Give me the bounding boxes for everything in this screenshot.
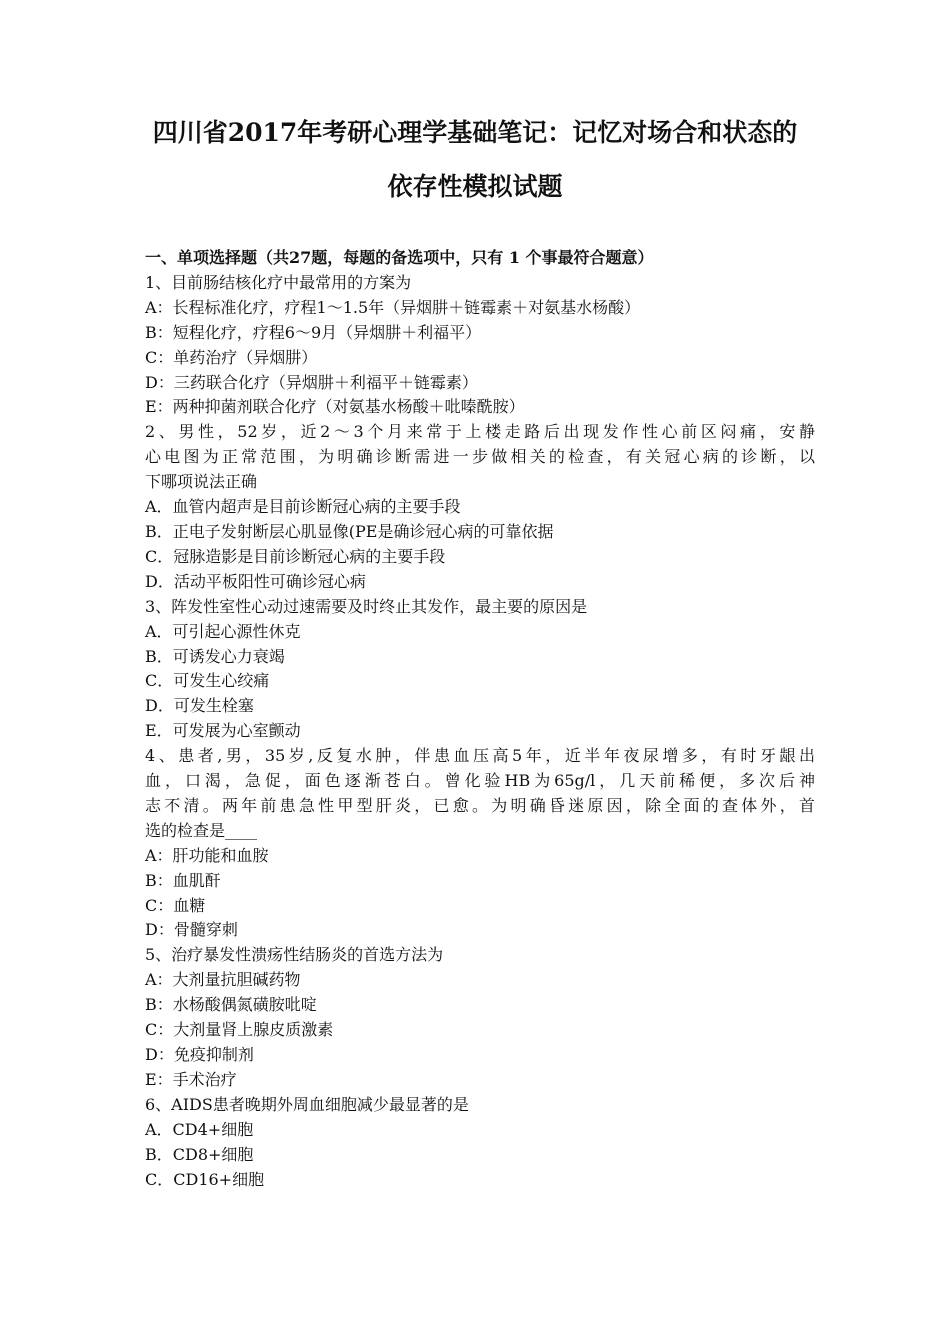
answer-option: C：大剂量肾上腺皮质激素 bbox=[145, 1020, 334, 1040]
answer-option: C．可发生心绞痛 bbox=[145, 671, 270, 691]
question-stem: 5、治疗暴发性溃疡性结肠炎的首选方法为 bbox=[145, 945, 444, 965]
answer-option: A．血管内超声是目前诊断冠心病的主要手段 bbox=[145, 497, 461, 517]
question-block bbox=[145, 744, 815, 943]
question-stem: 1、目前肠结核化疗中最常用的方案为 bbox=[145, 272, 412, 292]
section-heading: 一、单项选择题（共27题，每题的备选项中，只有 1 个事最符合题意） bbox=[145, 248, 654, 267]
question-stem: 2、男性，52岁，近2～3个月来常于上楼走路后出现发作性心前区闷痛，安静 bbox=[145, 422, 815, 442]
document-title-line-1: 四川省2017年考研心理学基础笔记：记忆对场合和状态的 bbox=[152, 118, 798, 147]
document-title-line-2: 依存性模拟试题 bbox=[387, 172, 563, 201]
document-body bbox=[145, 246, 815, 1192]
answer-option: B．可诱发心力衰竭 bbox=[145, 646, 285, 666]
answer-option: D：免疫抑制剂 bbox=[145, 1045, 254, 1064]
answer-option: B．CD8+细胞 bbox=[145, 1144, 254, 1164]
question-block bbox=[145, 420, 815, 594]
answer-option: A：肝功能和血胺 bbox=[145, 845, 269, 865]
answer-option: B：短程化疗，疗程6～9月（异烟肼＋利福平） bbox=[145, 322, 482, 342]
question-stem: 下哪项说法正确 bbox=[145, 472, 258, 492]
question-block bbox=[145, 271, 815, 420]
answer-option: C．CD16+细胞 bbox=[145, 1169, 265, 1189]
answer-option: D．活动平板阳性可确诊冠心病 bbox=[145, 571, 366, 591]
answer-option: C：单药治疗（异烟肼） bbox=[145, 347, 318, 367]
question-block bbox=[145, 595, 815, 744]
answer-option: B：水杨酸偶氮磺胺吡啶 bbox=[145, 995, 317, 1015]
answer-option: D：骨髓穿刺 bbox=[145, 920, 238, 940]
answer-option: C：血糖 bbox=[145, 895, 206, 915]
question-stem: 6、AIDS患者晚期外周血细胞减少最显著的是 bbox=[145, 1094, 469, 1114]
answer-option: A．CD4+细胞 bbox=[145, 1119, 254, 1139]
answer-option: A：长程标准化疗，疗程1～1.5年（异烟肼＋链霉素＋对氨基水杨酸） bbox=[145, 297, 641, 317]
question-block bbox=[145, 943, 815, 1092]
answer-option: C．冠脉造影是目前诊断冠心病的主要手段 bbox=[145, 546, 446, 566]
answer-option: E：手术治疗 bbox=[145, 1069, 237, 1089]
question-stem: 志不清。两年前患急性甲型肝炎，已愈。为明确昏迷原因，除全面的查体外，首 bbox=[145, 795, 815, 815]
answer-option: E．可发展为心室颤动 bbox=[145, 721, 301, 741]
question-stem: 血，口渴，急促，面色逐渐苍白。曾化验HB为65g/l，几天前稀便，多次后神 bbox=[145, 771, 815, 791]
question-stem: 选的检查是____ bbox=[145, 820, 258, 840]
question-block bbox=[145, 1093, 815, 1193]
question-stem: 3、阵发性室性心动过速需要及时终止其发作，最主要的原因是 bbox=[145, 596, 588, 616]
question-stem: 心电图为正常范围，为明确诊断需进一步做相关的检查，有关冠心病的诊断，以 bbox=[145, 447, 815, 467]
answer-option: B．正电子发射断层心肌显像(PE是确诊冠心病的可靠依据 bbox=[145, 521, 554, 541]
question-stem: 4、患者,男，35岁,反复水肿，伴患血压高5年，近半年夜尿增多，有时牙龈出 bbox=[145, 746, 815, 766]
answer-option: D．可发生栓塞 bbox=[145, 696, 254, 716]
answer-option: D：三药联合化疗（异烟肼＋利福平＋链霉素） bbox=[145, 372, 478, 392]
answer-option: E：两种抑菌剂联合化疗（对氨基水杨酸＋吡嗪酰胺） bbox=[145, 397, 525, 417]
answer-option: B：血肌酐 bbox=[145, 870, 221, 890]
answer-option: A．可引起心源性休克 bbox=[145, 621, 301, 641]
answer-option: A：大剂量抗胆碱药物 bbox=[145, 970, 301, 990]
